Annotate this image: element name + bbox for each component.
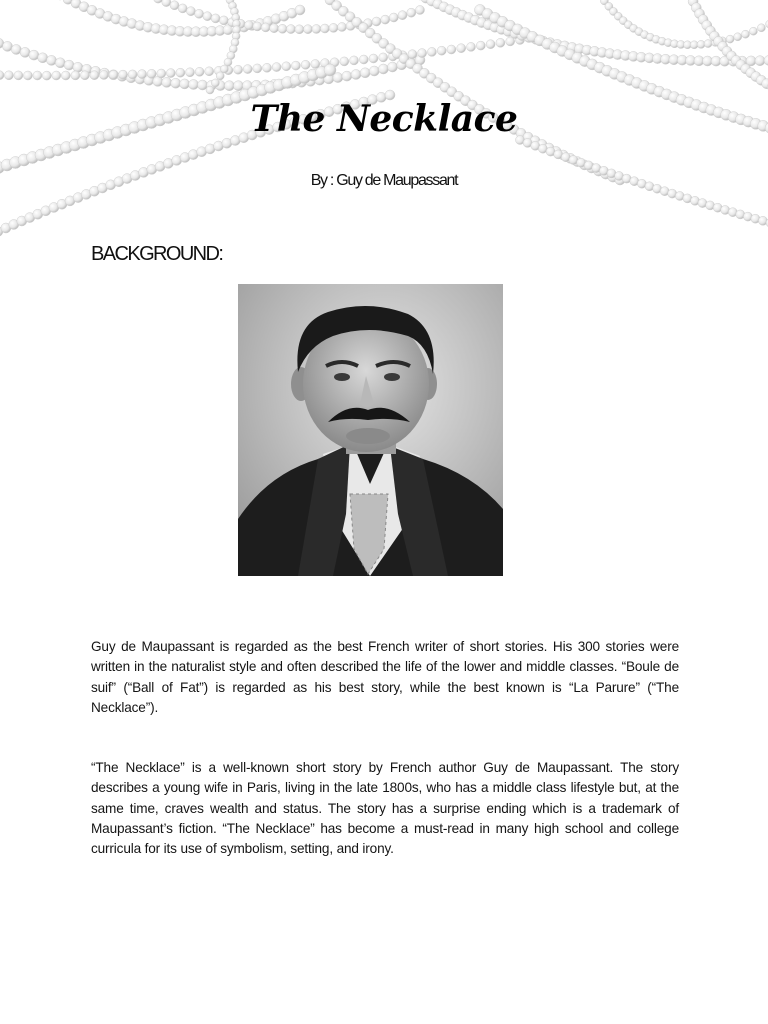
author-portrait [238,284,503,576]
section-heading-background: BACKGROUND: [91,243,223,265]
body-paragraph-1: Guy de Maupassant is regarded as the best French writer of short stories. His 300 stories were written in the naturalist style and often described the life of the lower and middle classes. “Boule de suif” (“Ball of Fat”) is regarded as his best story, while the best known is “La Parure” (“The Necklace”). [91,639,679,715]
page-title: The Necklace [250,98,518,140]
body-paragraph-2: “The Necklace” is a well-known short story by French author Guy de Maupassant. The story describes a young wife in Paris, living in the late 1800s, who has a middle class lifestyle but, at the same time, craves wealth and status. The story has a surprise ending which is a trademark of Maupassant’s fiction. “The Necklace” has become a must-read in many high school and college curricula for its use of symbolism, setting, and irony. [91,760,679,857]
author-byline: By : Guy de Maupassant [310,172,458,189]
